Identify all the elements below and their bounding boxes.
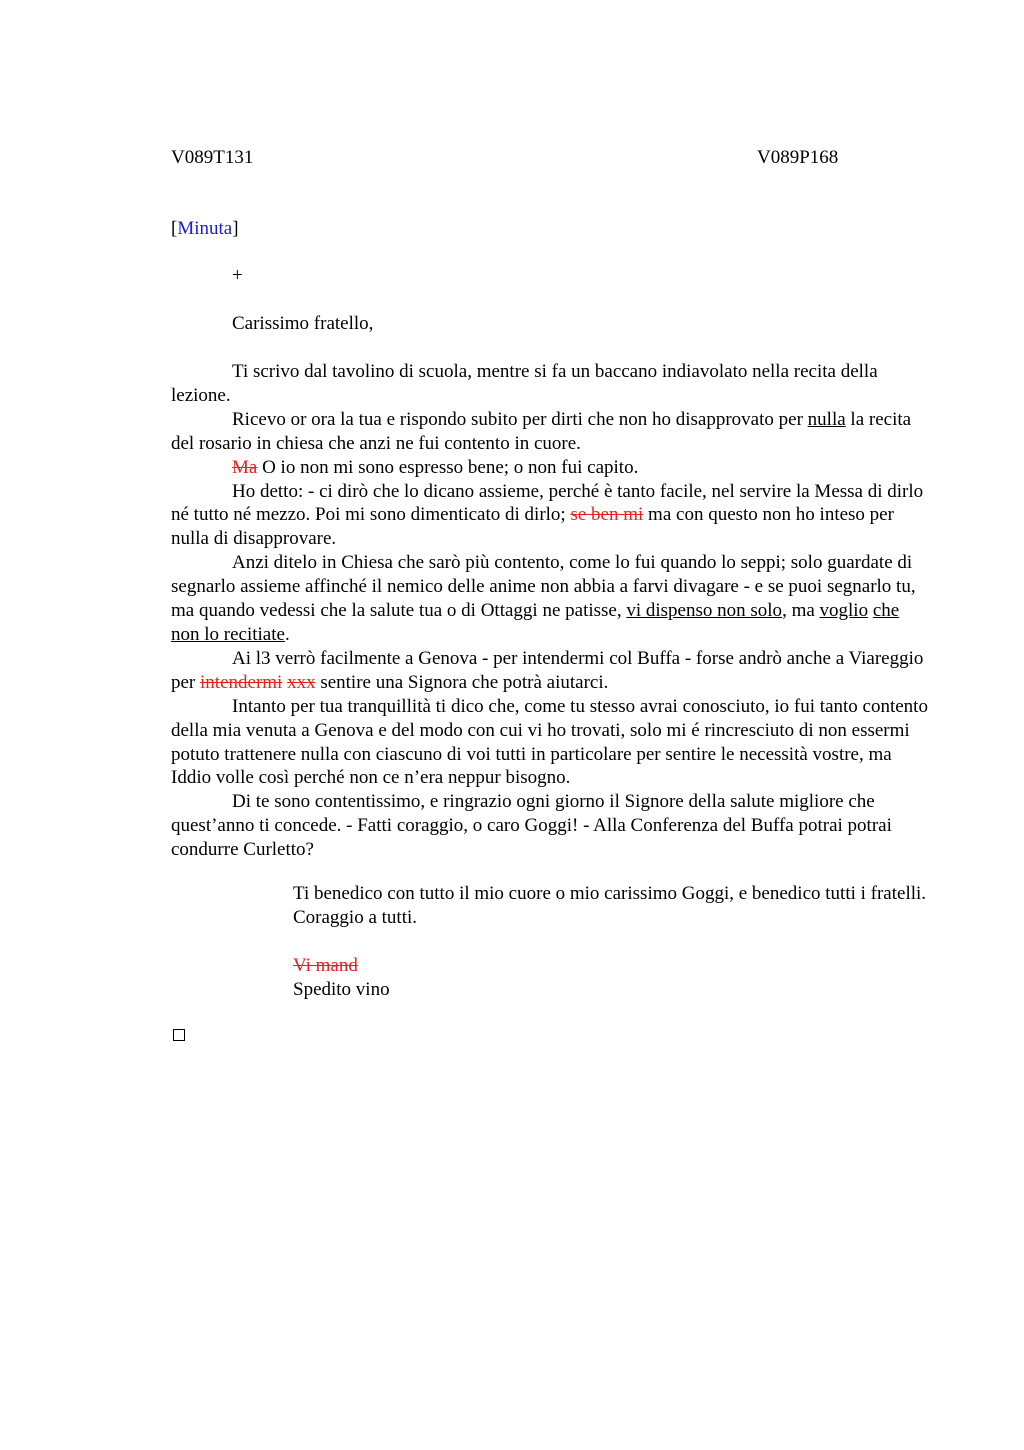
- paragraph-1: Ti scrivo dal tavolino di scuola, mentre si fa un baccano indiavolato nella recita della lezione.: [171, 361, 878, 406]
- p4-text-a: Ho detto: - ci dirò che lo dicano assieme, perché è tanto facile, nel servire la Messa di dirlo né tutto né mezzo. Poi mi sono dimenticato di dirlo;: [171, 480, 924, 526]
- courage-line: Coraggio a tutti.: [293, 906, 418, 928]
- cross-mark: +: [232, 265, 243, 286]
- sent-wine-line: Spedito vino: [293, 978, 390, 1000]
- document-code-right: V089P168: [757, 147, 839, 168]
- p2-underlined: nulla: [807, 408, 846, 430]
- p2-text-b: la recita del rosario in chiesa che anzi ne fui contento in cuore.: [171, 408, 912, 454]
- p3-text: O io non mi sono espresso bene; o non fui capito.: [257, 456, 639, 478]
- p2-text-a: Ricevo or ora la tua e rispondo subito per dirti che non ho disapprovato per: [232, 408, 808, 430]
- spacer: [232, 930, 932, 954]
- paragraph-6: [171, 647, 931, 695]
- p3-deletion: Ma: [232, 456, 258, 478]
- p6-text-a: Ai l3 verrò facilmente a Genova - per intendermi col Buffa - forse andrò anche a Viareggio per: [171, 647, 924, 693]
- p5-underlined-1: vi dispenso non solo: [626, 600, 783, 622]
- paragraph-2: [171, 408, 931, 456]
- paragraph-8: Di te sono contentissimo, e ringrazio ogni giorno il Signore della salute migliore che quest’anno ti concede. - Fatti coraggio, o caro Goggi! - Alla Conferenza del Buffa potrai potrai condurre Curletto?: [171, 791, 892, 861]
- p5-underlined-3: che non lo recitiate: [171, 600, 900, 645]
- salutation: Carissimo fratello,: [232, 313, 374, 334]
- paragraph-5: [171, 551, 931, 647]
- p4-deletion: se ben mi: [570, 504, 644, 526]
- p6-text-b: sentire una Signora che potrà aiutarci.: [315, 671, 609, 693]
- p5-underlined-2: voglio: [819, 600, 869, 622]
- p5-text-b: , ma: [782, 600, 820, 622]
- closing-deleted-text: Vi mand: [293, 954, 358, 976]
- p5-text-a: Anzi ditelo in Chiesa che sarò più contento, come lo fui quando lo seppi; solo guardate di segnarlo assieme affinché il nemico delle anime non abbia a farvi divagare - e se puoi segnarlo tu, ma quando vedessi che la salute tua o di Ottaggi ne patisse,: [171, 552, 916, 622]
- paragraph-7: Intanto per tua tranquillità ti dico che, come tu stesso avrai conosciuto, io fui tanto contento della mia venuta a Genova e del modo con cui vi ho trovati, solo mi é rincresciuto di non essermi potuto trattenere nulla con ciascuno di voi tutti in particolare per sentire le necessità vostre, ma Iddio volle così perché non ce n’era neppur bisogno.: [171, 695, 928, 789]
- closing-deletion: [232, 954, 932, 978]
- p6-deletion-2: xxx: [287, 671, 316, 693]
- paragraph-4: [171, 480, 931, 552]
- blessing: Ti benedico con tutto il mio cuore o mio carissimo Goggi, e benedico tutti i fratelli.: [293, 883, 927, 904]
- bracket-close: ]: [232, 218, 239, 239]
- end-square-icon: [173, 1029, 185, 1041]
- p4-text-b: ma con questo non ho inteso per nulla di disapprovare.: [171, 504, 894, 550]
- bracket-open: [: [171, 218, 178, 239]
- letter-body: [171, 360, 931, 862]
- minuta-label: [171, 217, 239, 241]
- document-code-left: V089T131: [171, 147, 254, 168]
- p6-deletion-1: intendermi: [200, 671, 283, 693]
- minuta-link[interactable]: Minuta: [177, 218, 233, 239]
- paragraph-3: [171, 456, 931, 480]
- closing-block: [232, 882, 932, 1002]
- p5-text-d: .: [284, 623, 290, 645]
